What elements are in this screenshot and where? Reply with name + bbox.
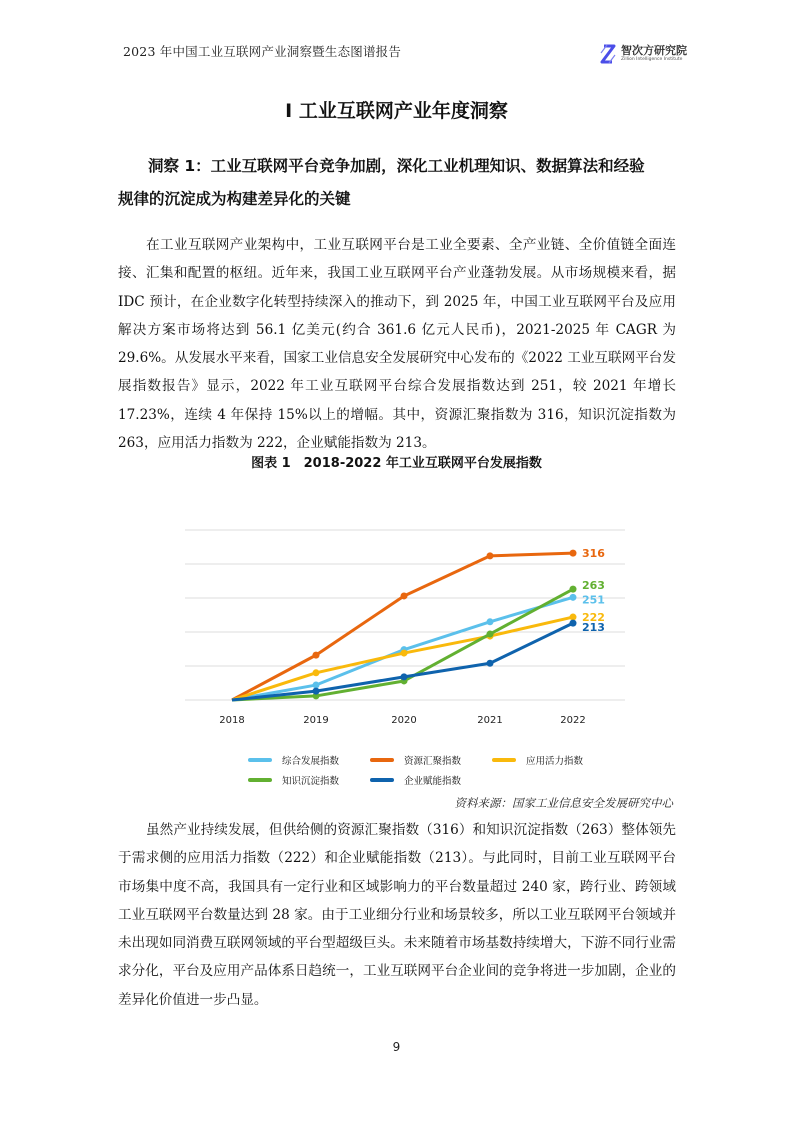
data-point (313, 682, 320, 689)
legend-item (492, 753, 614, 767)
legend-label: 应用活力指数 (526, 756, 584, 767)
logo-name-en: Zillion Intelligence Institute (621, 57, 683, 62)
x-tick-label: 2022 (560, 715, 586, 726)
data-point (313, 669, 320, 676)
data-point (487, 618, 494, 625)
data-point (313, 652, 320, 659)
page-number: 9 (392, 1040, 401, 1054)
chart-legend (248, 750, 648, 790)
x-tick-label: 2019 (303, 715, 329, 726)
section-title: I 工业互联网产业年度洞察 (285, 100, 508, 122)
data-point (487, 552, 494, 559)
legend-label: 知识沉淀指数 (282, 776, 340, 787)
legend-label: 企业赋能指数 (404, 776, 462, 787)
logo (598, 43, 687, 65)
end-value-label: 222 (582, 611, 605, 625)
legend-row (248, 770, 648, 790)
x-tick-label: 2018 (219, 715, 245, 726)
end-value-label: 213 (582, 621, 605, 635)
insight-heading-line1: 洞察 1：工业互联网平台竞争加剧，深化工业机理知识、数据算法和经验 (148, 157, 645, 175)
end-value-label: 316 (582, 547, 605, 561)
data-point (401, 592, 408, 599)
x-tick-label: 2020 (391, 715, 417, 726)
paragraph-text: 在工业互联网产业架构中，工业互联网平台是工业全要素、全产业链、全价值链全面连接、汇集和配置的枢纽。近年来，我国工业互联网平台产业蓬勃发展。从市场规模来看，据 IDC 预计，在企业数字化转型持续深入的推动下，到 2025 年，中国工业互联网平台及应用解决方案市场将达到 56.1 亿美元(约合 361.6 亿元人民币)，2021-2025 年 CAGR 为 29.6%。从发展水平来看，国家工业信息安全发展研究中心发布的《2022 工业互联网平台发展指数报告》显示，2022 年工业互联网平台综合发展指数达到 251，较 2021 年增长 17.23%，连续 4 年保持 15%以上的增幅。其中，资源汇聚指数为 316，知识沉淀指数为 263，应用活力指数为 222，企业赋能指数为 213。 (118, 237, 676, 452)
legend-label: 综合发展指数 (282, 756, 340, 767)
data-point (401, 650, 408, 657)
data-point (401, 673, 408, 680)
body-paragraph-1 (118, 231, 676, 457)
body-paragraph-2 (118, 816, 676, 1014)
paragraph-text: 虽然产业持续发展，但供给侧的资源汇聚指数（316）和知识沉淀指数（263）整体领先于需求侧的应用活力指数（222）和企业赋能指数（213）。与此同时，目前工业互联网平台市场集中度不高，我国具有一定行业和区域影响力的平台数量超过 240 家，跨行业、跨领域工业互联网平台数量达到 28 家。由于工业细分行业和场景较多，所以工业互联网平台领域并未出现如同消费互联网领域的平台型超级巨头。未来随着市场基数持续增大，下游不同行业需求分化，平台及应用产品体系日趋统一，工业互联网平台企业间的竞争将进一步加剧，企业的差异化价值进一步凸显。 (118, 822, 676, 1008)
data-point (570, 586, 577, 593)
data-point (570, 550, 577, 557)
end-value-label: 251 (582, 593, 605, 607)
x-tick-label: 2021 (477, 715, 503, 726)
series-line (232, 623, 573, 700)
data-point (487, 660, 494, 667)
series-line (232, 617, 573, 700)
legend-row (248, 750, 648, 770)
data-point (570, 620, 577, 627)
figure-source: 资料来源：国家工业信息安全发展研究中心 (454, 796, 673, 810)
data-point (487, 631, 494, 638)
logo-name-cn: 智次方研究院 (621, 44, 687, 57)
legend-swatch-icon (248, 778, 272, 782)
line-chart (185, 470, 625, 735)
data-point (570, 614, 577, 621)
data-point (313, 688, 320, 695)
data-point (570, 594, 577, 601)
legend-swatch-icon (492, 758, 516, 762)
logo-z-icon (598, 43, 618, 65)
insight-heading-line2: 规律的沉淀成为构建差异化的关键 (118, 190, 351, 208)
legend-swatch-icon (248, 758, 272, 762)
legend-item (370, 753, 492, 767)
legend-swatch-icon (370, 758, 394, 762)
legend-item (248, 773, 370, 787)
insight-heading (118, 150, 678, 216)
legend-item (370, 773, 492, 787)
page-header (0, 0, 793, 80)
legend-swatch-icon (370, 778, 394, 782)
figure-caption: 图表 1 2018-2022 年工业互联网平台发展指数 (251, 456, 542, 471)
report-title: 2023 年中国工业互联网产业洞察暨生态图谱报告 (123, 44, 402, 59)
legend-label: 资源汇聚指数 (404, 756, 462, 767)
end-value-label: 263 (582, 579, 605, 593)
legend-item (248, 753, 370, 767)
